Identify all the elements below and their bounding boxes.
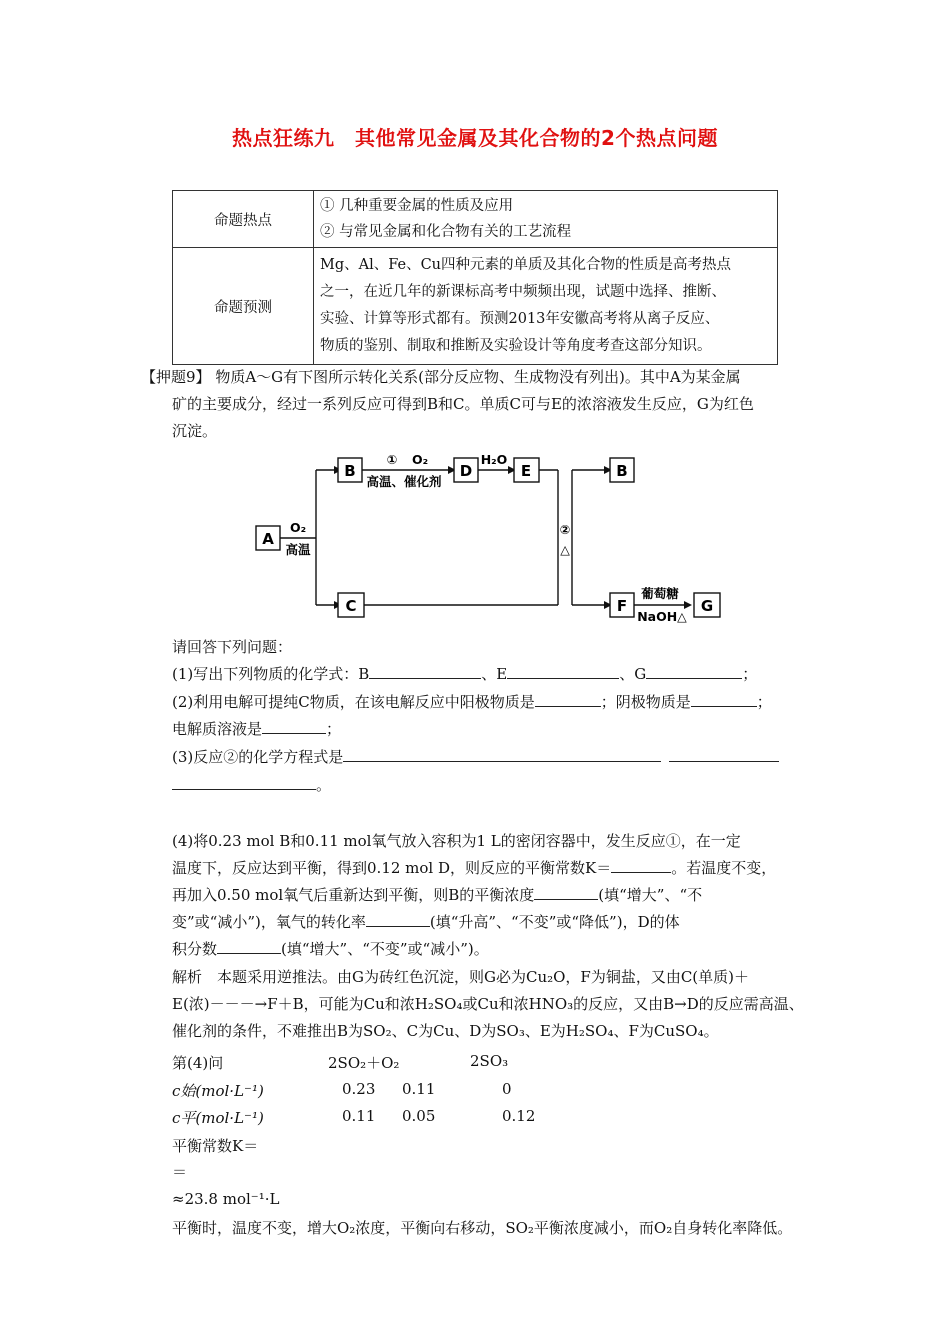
answer-blank-equation[interactable] (343, 747, 661, 762)
q1-sep1: 、E (481, 665, 508, 683)
cond-r2-cond: △ (560, 542, 570, 557)
answer-blank-G[interactable] (646, 664, 742, 679)
q3-cont-line (172, 774, 331, 795)
q1-sep2: 、G (619, 665, 647, 683)
q2-line (172, 691, 772, 712)
ce-val: 0.05 (402, 1107, 436, 1125)
q4-text: 变”或“减小”)，氧气的转化率 (172, 913, 366, 931)
label-F: F (616, 597, 628, 615)
info-table (172, 190, 778, 365)
analysis-line: 解析 本题采用逆推法。由G为砖红色沉淀，则G必为Cu₂O，F为铜盐，又由C(单质)＋ (172, 968, 750, 986)
cond-a-bottom: 高温 (285, 542, 311, 557)
cond-fg-bottom: NaOH△ (637, 609, 687, 624)
q1-line (172, 663, 757, 684)
answer-blank-D-fraction[interactable] (217, 939, 281, 954)
hotspot-line: ② 与常见金属和化合物有关的工艺流程 (320, 224, 572, 240)
c0-label: c始(mol·L⁻¹) (172, 1082, 264, 1100)
q4-text: (填“增大”、“不 (598, 886, 703, 904)
label-C: C (345, 597, 357, 615)
forecast-line: Mg、Al、Fe、Cu四种元素的单质及其化合物的性质是高考热点 (320, 257, 732, 273)
eq-label: 第(4)问 (172, 1054, 224, 1072)
label-B: B (344, 462, 356, 480)
table-row (173, 248, 778, 365)
q1-end: ； (742, 665, 758, 683)
hotspot-line: ① 几种重要金属的性质及应用 (320, 198, 514, 214)
row-label-hotspot: 命题热点 (173, 191, 314, 248)
ce-val: 0.12 (502, 1107, 536, 1125)
q2b-text: ；阴极物质是 (600, 693, 691, 711)
question-text: 物质A～G有下图所示转化关系(部分反应物、生成物没有列出)。其中A为某金属 (215, 368, 741, 386)
page-title: 热点狂练九 其他常见金属及其化合物的2个热点问题 (232, 126, 718, 150)
q2c-end: ； (326, 720, 342, 738)
analysis-line: E(浓)－－－→F＋B，可能为Cu和浓H₂SO₄或Cu和浓HNO₃的反应，又由B→D的反应需高温、 (172, 995, 804, 1013)
q2-end: ； (756, 693, 772, 711)
question-line: 矿的主要成分，经过一系列反应可得到B和C。单质C可与E的浓溶液发生反应，G为红色 (172, 395, 754, 413)
q4-line: (4)将0.23 mol B和0.11 mol氧气放入容积为1 L的密闭容器中，发生反应①，在一定 (172, 832, 741, 850)
q4-text: 积分数 (172, 940, 218, 958)
forecast-line: 物质的鉴别、制取和推断及实验设计等角度考查这部分知识。 (320, 338, 712, 354)
question-line (141, 366, 741, 387)
q1-text: (1)写出下列物质的化学式：B (172, 665, 370, 683)
q4-text: 温度下，反应达到平衡，得到0.12 mol D，则反应的平衡常数K＝ (172, 859, 612, 877)
answer-blank-equation-3[interactable] (172, 775, 316, 790)
answer-blank-E[interactable] (507, 664, 619, 679)
answer-blank-electrolyte[interactable] (262, 719, 326, 734)
answer-blank-anode[interactable] (535, 692, 601, 707)
q4-line (172, 938, 489, 959)
answer-blank-cathode[interactable] (691, 692, 757, 707)
label-A: A (262, 530, 274, 548)
c0-val: 0.11 (402, 1080, 436, 1098)
row-value-hotspot (314, 191, 778, 248)
q3-end: 。 (316, 776, 332, 794)
q4-text: (填“增大”、“不变”或“减小”)。 (281, 940, 489, 958)
label-B2: B (616, 462, 628, 480)
q4-line (172, 884, 702, 905)
c0-val: 0.23 (342, 1080, 376, 1098)
q4-text: (填“升高”、“不变”或“降低”)，D的体 (429, 913, 680, 931)
cond-de-top: H₂O (480, 452, 508, 467)
forecast-line: 实验、计算等形式都有。预测2013年安徽高考将从离子反应、 (320, 311, 720, 327)
c0-val: 0 (502, 1080, 512, 1098)
q2c-text: 电解质溶液是 (172, 720, 263, 738)
k-value: ≈23.8 mol⁻¹·L (172, 1190, 280, 1208)
table-row (173, 191, 778, 248)
question-line: 沉淀。 (172, 422, 218, 440)
answer-blank-B[interactable] (369, 664, 481, 679)
answer-blank-K[interactable] (611, 858, 671, 873)
q4-text: 再加入0.50 mol氧气后重新达到平衡，则B的平衡浓度 (172, 886, 535, 904)
reaction-diagram (250, 448, 730, 626)
cond-fg-top: 葡萄糖 (641, 586, 679, 601)
q3-line (172, 746, 779, 767)
cond-a-top: O₂ (289, 520, 307, 535)
k-label: 平衡常数K＝ (172, 1137, 259, 1155)
k-eq: ＝ (172, 1163, 188, 1181)
label-D: D (459, 462, 473, 480)
cond-r2-num: ② (559, 522, 571, 537)
cond-bd-top: O₂ (411, 452, 429, 467)
analysis-last: 平衡时，温度不变，增大O₂浓度，平衡向右移动，SO₂平衡浓度减小，而O₂自身转化率降低。 (172, 1219, 793, 1237)
label-E: E (520, 462, 532, 480)
q4-text: 。若温度不变， (671, 859, 777, 877)
ce-val: 0.11 (342, 1107, 376, 1125)
cond-bd-num: ① (386, 452, 398, 467)
ce-label: c平(mol·L⁻¹) (172, 1109, 264, 1127)
answer-blank-equation-2[interactable] (669, 747, 779, 762)
q2a-text: (2)利用电解可提纯C物质，在该电解反应中阳极物质是 (172, 693, 535, 711)
eq-right: 2SO₃ (470, 1052, 509, 1070)
question-tag: 【押题9】 (141, 368, 211, 386)
label-G: G (700, 597, 714, 615)
forecast-line: 之一，在近几年的新课标高考中频频出现，试题中选择、推断、 (320, 284, 726, 300)
cond-bd-bottom: 高温、催化剂 (366, 474, 442, 489)
prompt-intro: 请回答下列问题： (172, 638, 293, 656)
eq-left: 2SO₂＋O₂ (328, 1054, 400, 1072)
q4-line (172, 857, 776, 878)
q4-line (172, 911, 680, 932)
q3-text: (3)反应②的化学方程式是 (172, 748, 344, 766)
row-value-forecast (314, 248, 778, 365)
answer-blank-B-conc[interactable] (534, 885, 598, 900)
row-label-forecast: 命题预测 (173, 248, 314, 365)
analysis-line: 催化剂的条件，不难推出B为SO₂、C为Cu、D为SO₃、E为H₂SO₄、F为CuSO₄。 (172, 1022, 719, 1040)
q2c-line (172, 718, 341, 739)
answer-blank-O2-rate[interactable] (366, 912, 430, 927)
